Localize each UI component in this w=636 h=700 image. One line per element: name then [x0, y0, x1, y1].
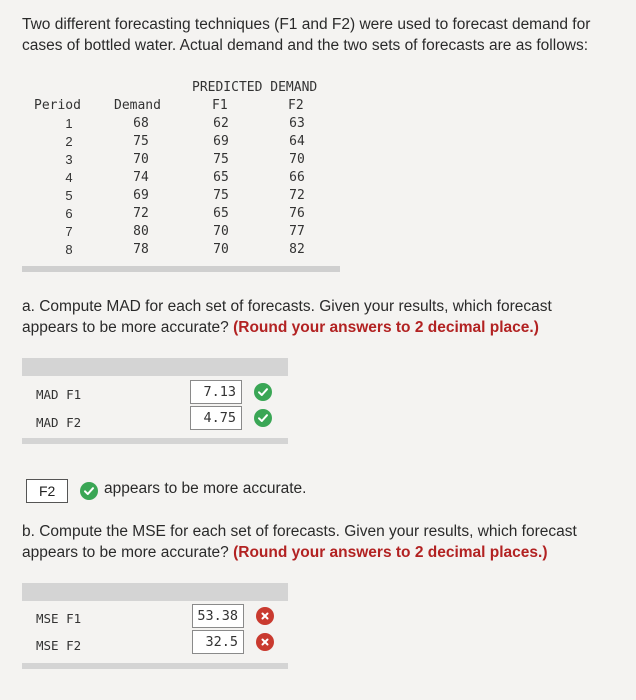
- mad-f2-input[interactable]: 4.75: [190, 406, 242, 430]
- f1-cell: 75: [213, 188, 229, 203]
- period-cell: 7: [65, 224, 73, 239]
- period-cell: 4: [65, 170, 73, 185]
- f2-cell: 82: [289, 242, 305, 257]
- check-circle-icon: [254, 383, 272, 401]
- table-footer-bar: [22, 266, 340, 272]
- period-header: Period: [34, 98, 81, 113]
- table-row: [22, 116, 340, 134]
- f2-cell: 64: [289, 134, 305, 149]
- f1-cell: 65: [213, 206, 229, 221]
- part-a-question: [22, 296, 632, 338]
- table-row: [22, 170, 340, 188]
- mad-f1-label: MAD F1: [36, 387, 82, 402]
- part-b-line-2-text: appears to be more accurate?: [22, 544, 234, 561]
- mad-f1-input[interactable]: 7.13: [190, 380, 242, 404]
- f2-cell: 66: [289, 170, 305, 185]
- intro-line-2: cases of bottled water. Actual demand and the two sets of forecasts are as follows:: [22, 37, 589, 54]
- mad-panel-header: [22, 358, 288, 376]
- f2-cell: 76: [289, 206, 305, 221]
- part-b-question: [22, 521, 632, 563]
- demand-cell: 70: [133, 152, 149, 167]
- f1-cell: 65: [213, 170, 229, 185]
- part-a-line-2-text: appears to be more accurate?: [22, 319, 234, 336]
- mse-f2-input[interactable]: 32.5: [192, 630, 244, 654]
- x-circle-icon: [256, 633, 274, 651]
- mse-panel-footer: [22, 663, 288, 669]
- mse-f2-label: MSE F2: [36, 638, 82, 653]
- part-a-rounding-note: (Round your answers to 2 decimal place.): [233, 319, 539, 336]
- mad-panel-footer: [22, 438, 288, 444]
- mse-f1-label: MSE F1: [36, 611, 82, 626]
- accurate-statement: appears to be more accurate.: [104, 480, 307, 497]
- problem-intro: [22, 14, 632, 56]
- period-cell: 5: [65, 188, 73, 203]
- part-b-line-2: [22, 542, 632, 563]
- demand-forecast-table: [22, 80, 340, 260]
- part-a-line-2: [22, 317, 632, 338]
- table-row: [22, 206, 340, 224]
- intro-line-1: Two different forecasting techniques (F1 and F2) were used to forecast demand for: [22, 16, 591, 33]
- accurate-forecast-select[interactable]: F2: [26, 479, 68, 503]
- demand-cell: 74: [133, 170, 149, 185]
- f2-cell: 70: [289, 152, 305, 167]
- x-circle-icon: [256, 607, 274, 625]
- f1-cell: 69: [213, 134, 229, 149]
- part-b-line-1: b. Compute the MSE for each set of forecasts. Given your results, which forecast: [22, 523, 577, 540]
- period-cell: 1: [65, 116, 73, 131]
- demand-cell: 69: [133, 188, 149, 203]
- demand-header: Demand: [114, 98, 161, 113]
- mad-f2-label: MAD F2: [36, 415, 82, 430]
- f1-cell: 75: [213, 152, 229, 167]
- table-row: [22, 152, 340, 170]
- period-cell: 6: [65, 206, 73, 221]
- table-row: [22, 188, 340, 206]
- f1-header: F1: [212, 98, 228, 113]
- demand-cell: 75: [133, 134, 149, 149]
- demand-cell: 80: [133, 224, 149, 239]
- table-row: [22, 224, 340, 242]
- f2-cell: 77: [289, 224, 305, 239]
- demand-cell: 78: [133, 242, 149, 257]
- mse-f1-input[interactable]: 53.38: [192, 604, 244, 628]
- period-cell: 3: [65, 152, 73, 167]
- f1-cell: 70: [213, 224, 229, 239]
- mse-panel-header: [22, 583, 288, 601]
- check-circle-icon: [80, 482, 98, 500]
- period-cell: 8: [65, 242, 73, 257]
- part-a-line-1: a. Compute MAD for each set of forecasts. Given your results, which forecast: [22, 298, 552, 315]
- check-circle-icon: [254, 409, 272, 427]
- table-row: [22, 134, 340, 152]
- table-row: [22, 242, 340, 260]
- demand-cell: 68: [133, 116, 149, 131]
- demand-cell: 72: [133, 206, 149, 221]
- part-b-rounding-note: (Round your answers to 2 decimal places.): [233, 544, 548, 561]
- f1-cell: 70: [213, 242, 229, 257]
- f2-cell: 63: [289, 116, 305, 131]
- f2-header: F2: [288, 98, 304, 113]
- predicted-demand-header: PREDICTED DEMAND: [192, 80, 318, 95]
- f2-cell: 72: [289, 188, 305, 203]
- f1-cell: 62: [213, 116, 229, 131]
- period-cell: 2: [65, 134, 73, 149]
